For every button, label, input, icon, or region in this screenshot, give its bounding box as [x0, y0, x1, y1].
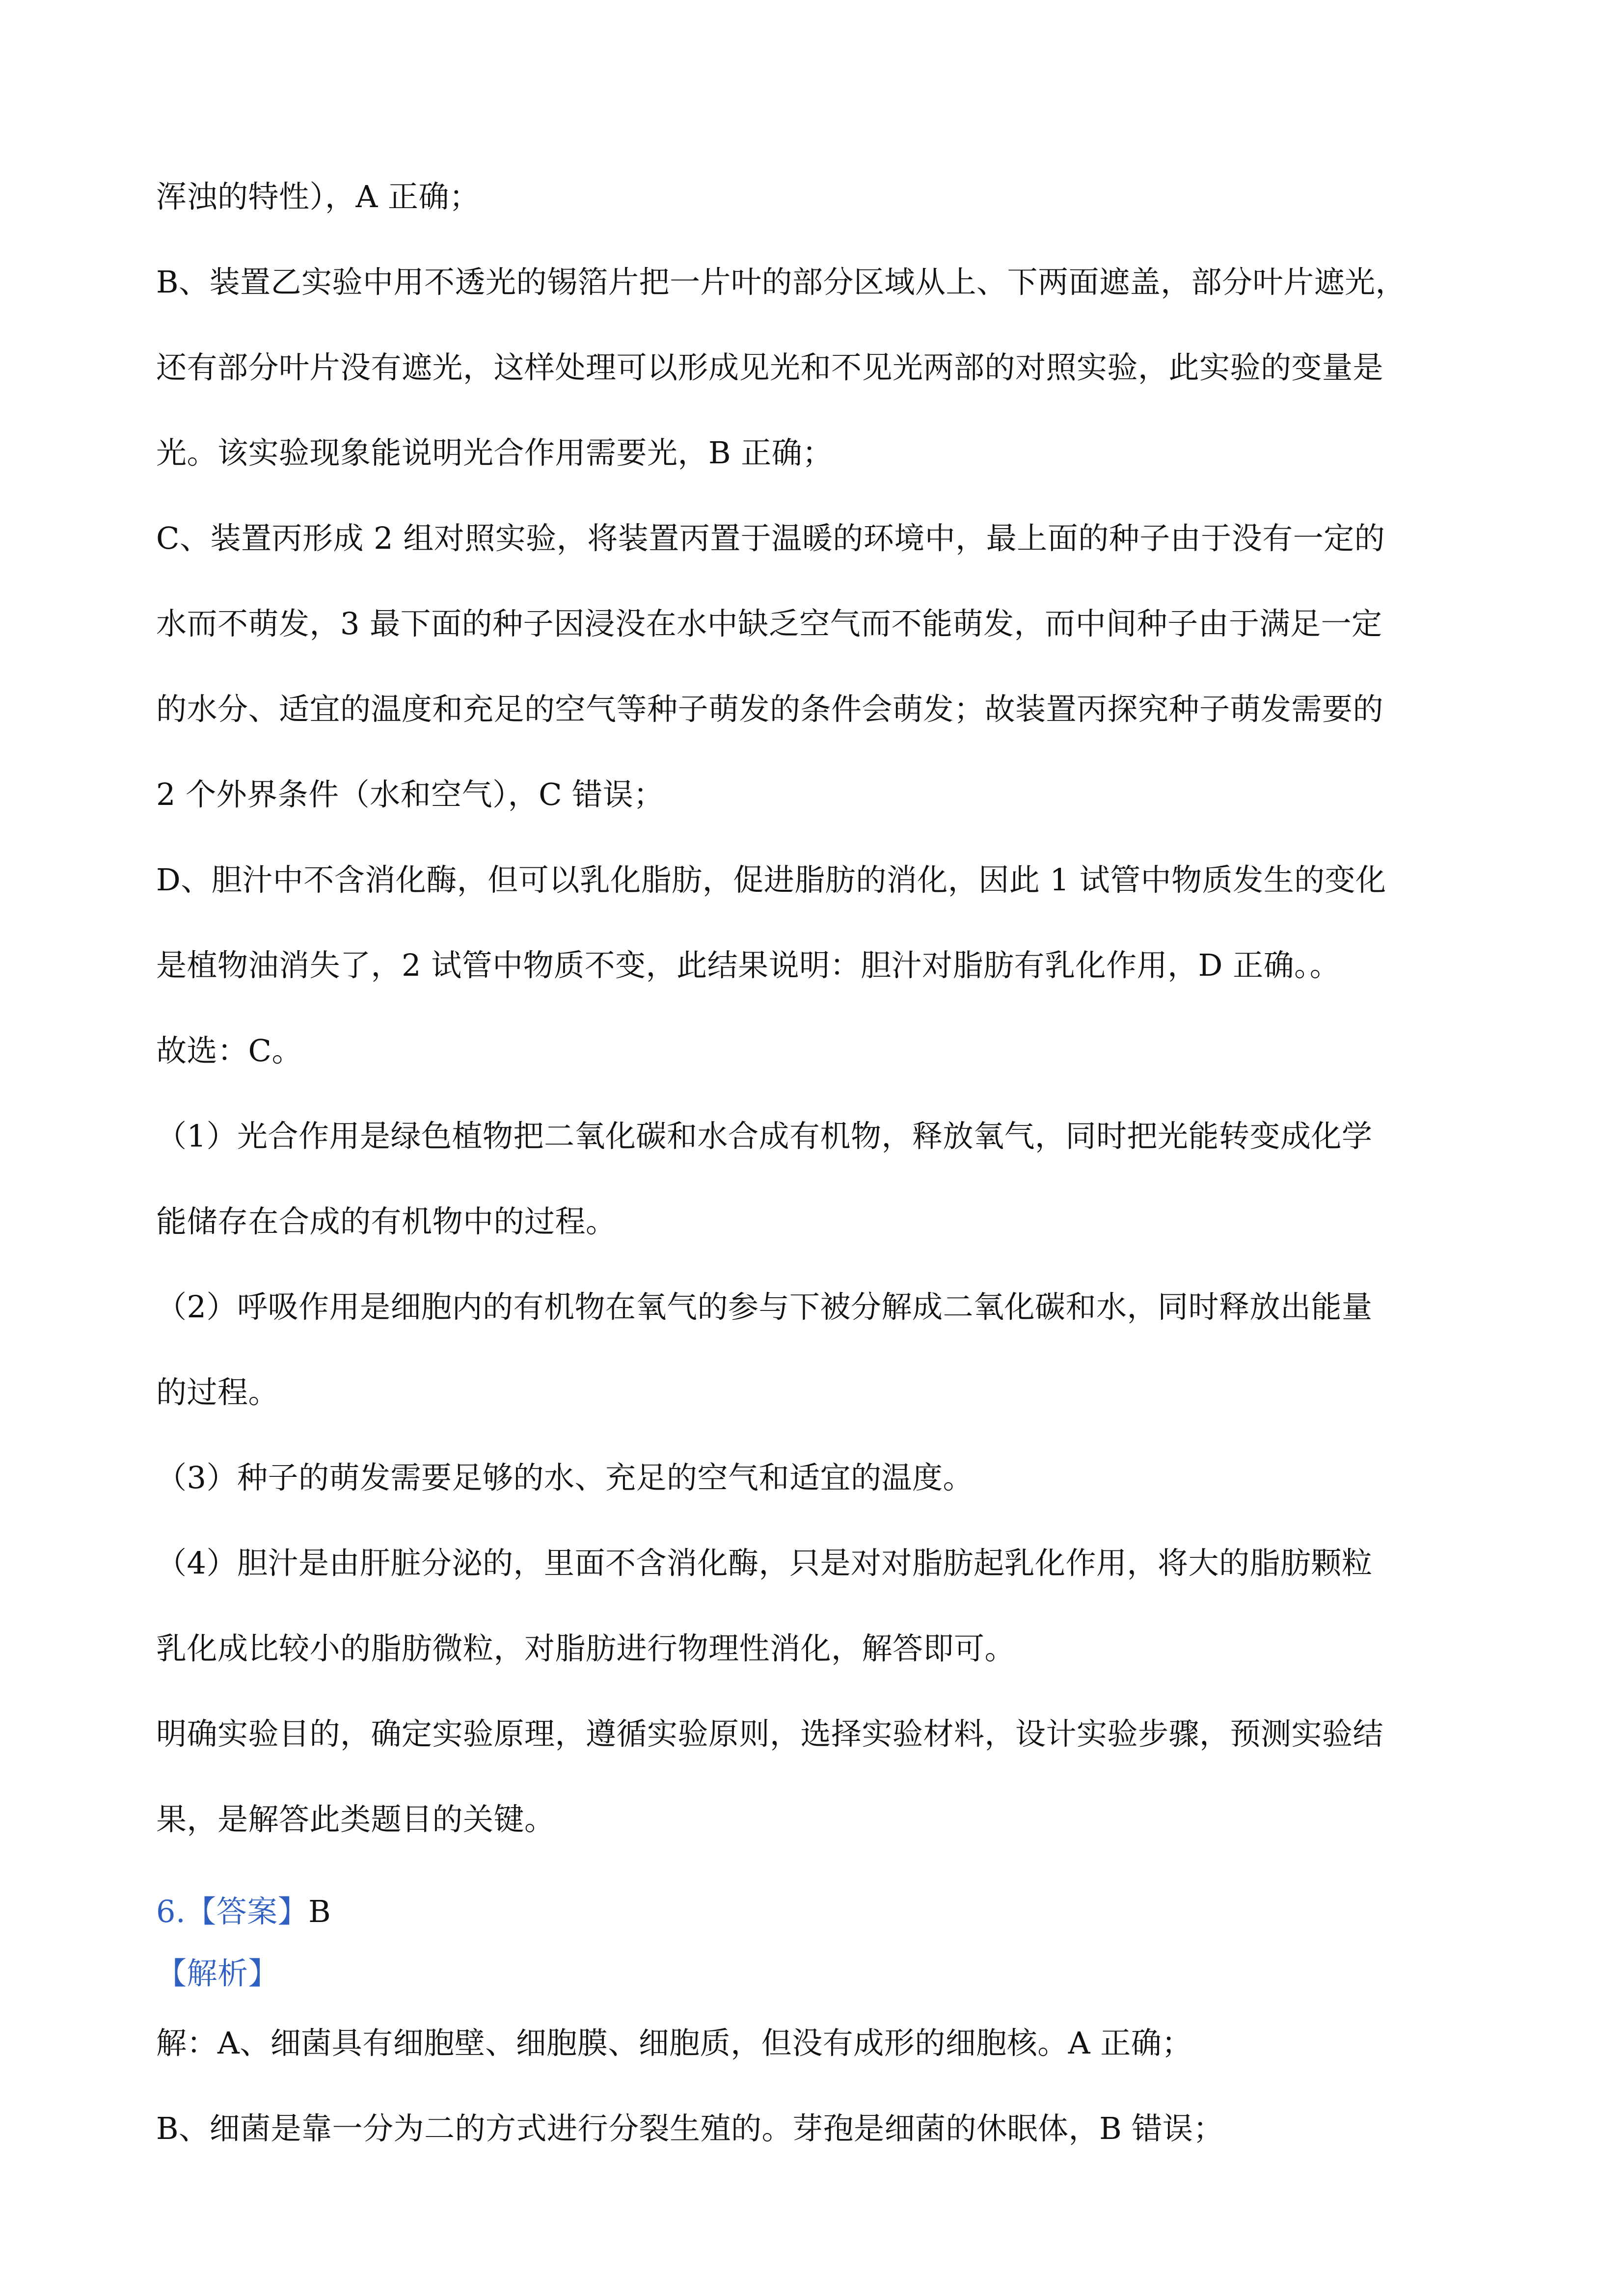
text-line: 乳化成比较小的脂肪微粒，对脂肪进行物理性消化，解答即可。: [156, 1630, 1016, 1666]
text-line: 浑浊的特性），A 正确；: [156, 179, 480, 214]
question-number: 6.: [156, 1894, 186, 1929]
text-line: B、细菌是靠一分为二的方式进行分裂生殖的。芽孢是细菌的休眠体，B 错误；: [156, 2110, 1224, 2146]
text-line: 解：A、细菌具有细胞壁、细胞膜、细胞质，但没有成形的细胞核。A 正确；: [156, 2025, 1192, 2061]
text-line: （1）光合作用是绿色植物把二氧化碳和水合成有机物，释放氧气，同时把光能转变成化学: [156, 1118, 1373, 1154]
text-line: B、装置乙实验中用不透光的锡箔片把一片叶的部分区域从上、下两面遮盖，部分叶片遮光，: [156, 264, 1407, 300]
text-line: 光。该实验现象能说明光合作用需要光，B 正确；: [156, 435, 833, 471]
text-line: 果，是解答此类题目的关键。: [156, 1801, 555, 1837]
text-line: C、装置丙形成 2 组对照实验，将装置丙置于温暖的环境中，最上面的种子由于没有一定的: [156, 520, 1385, 556]
text-line: 的过程。: [156, 1374, 279, 1410]
answer-tag: 【答案】: [186, 1894, 309, 1929]
text-line: 明确实验目的，确定实验原理，遵循实验原则，选择实验材料，设计实验步骤，预测实验结: [156, 1716, 1384, 1752]
text-line: 是植物油消失了，2 试管中物质不变，此结果说明：胆汁对脂肪有乳化作用，D 正确。。: [156, 947, 1341, 983]
question-6-header: [156, 1890, 331, 1934]
text-line: 故选：C。: [156, 1033, 302, 1068]
text-line: D、胆汁中不含消化酶，但可以乳化脂肪，促进脂肪的消化，因此 1 试管中物质发生的变化: [156, 862, 1386, 898]
text-line: （3）种子的萌发需要足够的水、充足的空气和适宜的温度。: [156, 1460, 974, 1495]
analysis-tag: 【解析】: [156, 1955, 279, 1991]
text-line: 能储存在合成的有机物中的过程。: [156, 1203, 617, 1239]
answer-value: B: [308, 1894, 331, 1929]
text-line: 水而不萌发，3 最下面的种子因浸没在水中缺乏空气而不能萌发，而中间种子由于满足一定: [156, 606, 1382, 641]
text-line: （2）呼吸作用是细胞内的有机物在氧气的参与下被分解成二氧化碳和水，同时释放出能量: [156, 1289, 1373, 1325]
text-line: （4）胆汁是由肝脏分泌的，里面不含消化酶，只是对对脂肪起乳化作用，将大的脂肪颗粒: [156, 1545, 1373, 1581]
text-line: 还有部分叶片没有遮光，这样处理可以形成见光和不见光两部的对照实验，此实验的变量是: [156, 349, 1384, 385]
text-line: 的水分、适宜的温度和充足的空气等种子萌发的条件会萌发；故装置丙探究种子萌发需要的: [156, 691, 1384, 727]
text-line: 2 个外界条件（水和空气），C 错误；: [156, 776, 664, 812]
